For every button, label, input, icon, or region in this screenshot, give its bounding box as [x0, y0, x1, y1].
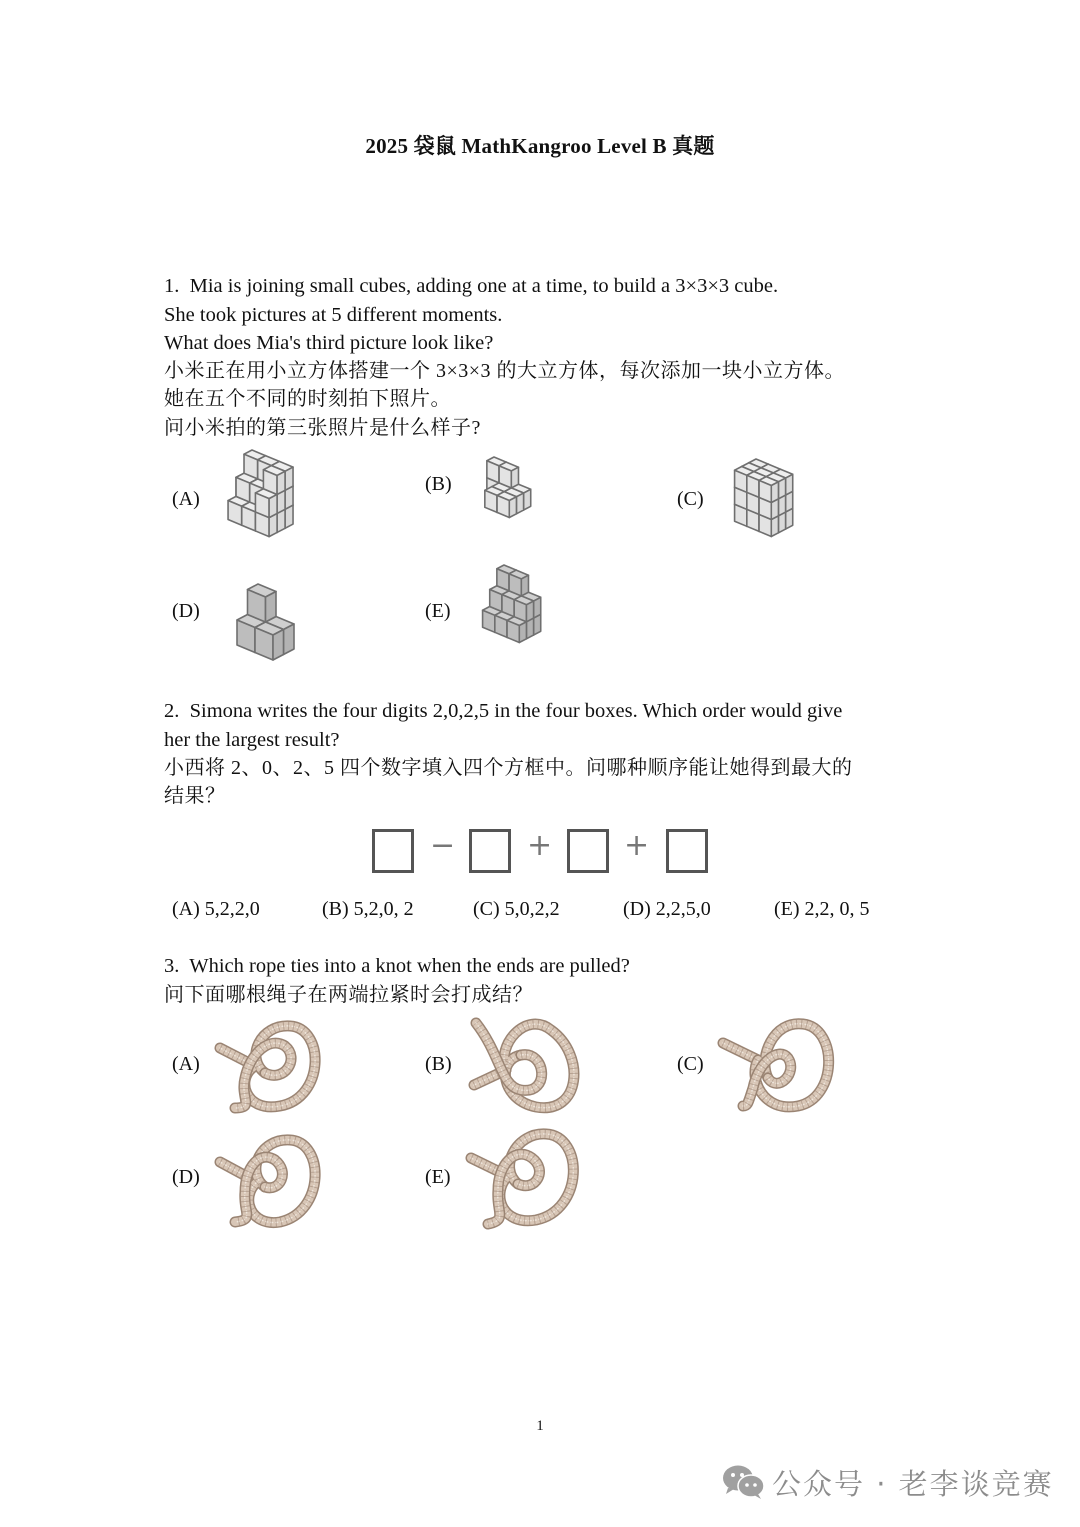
page-title: 2025 袋鼠 MathKangroo Level B 真题: [365, 134, 715, 158]
question-text: Simona writes the four digits 2,0,2,5 in the four boxes. Which order would give: [189, 700, 843, 722]
minus-sign: −: [430, 828, 456, 863]
cube-face: [266, 592, 277, 623]
option-value: 5,0,2,2: [504, 898, 560, 920]
answer-box-3[interactable]: [567, 829, 609, 873]
question-3-text-en-1: [164, 952, 630, 980]
watermark: [722, 1460, 1054, 1504]
option-a-label[interactable]: (A): [172, 488, 200, 510]
four-cubes-icon[interactable]: [212, 572, 317, 662]
option-c-label[interactable]: (C): [677, 488, 704, 510]
rope-knot-icon[interactable]: [215, 1018, 330, 1113]
wechat-icon: [722, 1464, 766, 1500]
option-b-label[interactable]: (B): [425, 473, 452, 495]
option-b-label[interactable]: (B): [425, 1053, 452, 1075]
cube-stack-icon[interactable]: [464, 450, 579, 525]
cube-stack-icon[interactable]: [464, 563, 579, 663]
cube-face: [509, 497, 516, 518]
cube-face: [526, 601, 533, 622]
option-label: (C): [473, 898, 500, 920]
cube-face: [277, 471, 285, 494]
cube-face: [771, 482, 778, 503]
cube-face: [534, 597, 541, 618]
answer-box-1[interactable]: [372, 829, 414, 873]
cube-face: [519, 622, 526, 643]
cube-face: [511, 467, 518, 488]
option-label: (D): [623, 898, 651, 920]
question-number: 2.: [164, 700, 180, 722]
question-2-text-en-1: [164, 697, 842, 725]
option-e-label[interactable]: (E): [425, 600, 451, 622]
cube-face: [273, 630, 284, 661]
option-d[interactable]: [623, 898, 711, 921]
option-e[interactable]: [774, 898, 870, 921]
rope-knot-icon[interactable]: [466, 1015, 586, 1115]
question-1-text-cn-1: 小米正在用小立方体搭建一个 3×3×3 的大立方体，每次添加一块小立方体。: [164, 360, 846, 382]
question-1-text-en-1: [164, 272, 778, 300]
question-2-text-en-2: her the largest result?: [164, 729, 340, 751]
question-text: Which rope ties into a knot when the ends are pulled?: [189, 955, 630, 977]
answer-box-4[interactable]: [666, 829, 708, 873]
option-value: 2,2, 0, 5: [804, 898, 870, 920]
option-c[interactable]: [473, 898, 560, 921]
question-2-text-cn-2: 结果？: [164, 785, 226, 807]
question-1-text-en-3: What does Mia's third picture look like?: [164, 332, 494, 354]
question-number: 3.: [164, 955, 180, 977]
question-1-text-cn-3: 问小米拍的第三张照片是什么样子?: [164, 417, 481, 439]
question-number: 1.: [164, 275, 180, 297]
cube-face: [786, 474, 793, 495]
option-value: 5,2,0, 2: [353, 898, 414, 920]
full-cube-icon[interactable]: [716, 455, 826, 550]
cube-face: [516, 493, 523, 514]
option-d-label[interactable]: (D): [172, 1166, 200, 1188]
question-3-text-cn-1: 问下面哪根绳子在两端拉紧时会打成结？: [164, 984, 533, 1006]
option-b[interactable]: [322, 898, 414, 921]
question-text: Mia is joining small cubes, adding one at a time, to build a 3×3×3 cube.: [189, 275, 779, 297]
answer-box-2[interactable]: [469, 829, 511, 873]
cube-stack-icon[interactable]: [212, 452, 327, 552]
question-2-text-cn-1: 小西将 2、0、2、5 四个数字填入四个方框中。问哪种顺序能让她得到最大的: [164, 757, 853, 779]
cube-face: [285, 467, 293, 490]
question-1-text-cn-2: 她在五个不同的时刻拍下照片。: [164, 388, 451, 410]
cube-face: [524, 489, 531, 510]
watermark-text: 公众号 · 老李谈竞赛: [772, 1466, 1054, 1501]
option-a[interactable]: [172, 898, 260, 921]
option-d-label[interactable]: (D): [172, 600, 200, 622]
rope-knot-icon[interactable]: [718, 1018, 838, 1113]
option-e-label[interactable]: (E): [425, 1166, 451, 1188]
cube-face: [778, 478, 785, 499]
option-value: 2,2,5,0: [655, 898, 711, 920]
cube-face: [284, 624, 295, 655]
option-a-label[interactable]: (A): [172, 1053, 200, 1075]
option-value: 5,2,2,0: [204, 898, 260, 920]
page-number: 1: [536, 1418, 544, 1434]
cube-face: [269, 494, 277, 517]
option-c-label[interactable]: (C): [677, 1053, 704, 1075]
question-1-text-en-2: She took pictures at 5 different moments.: [164, 304, 503, 326]
rope-knot-icon[interactable]: [466, 1128, 586, 1228]
option-label: (B): [322, 898, 349, 920]
option-label: (E): [774, 898, 800, 920]
plus-sign: +: [624, 828, 650, 863]
plus-sign: +: [527, 828, 553, 863]
cube-face: [521, 575, 528, 596]
option-label: (A): [172, 898, 200, 920]
rope-knot-icon[interactable]: [215, 1132, 330, 1227]
